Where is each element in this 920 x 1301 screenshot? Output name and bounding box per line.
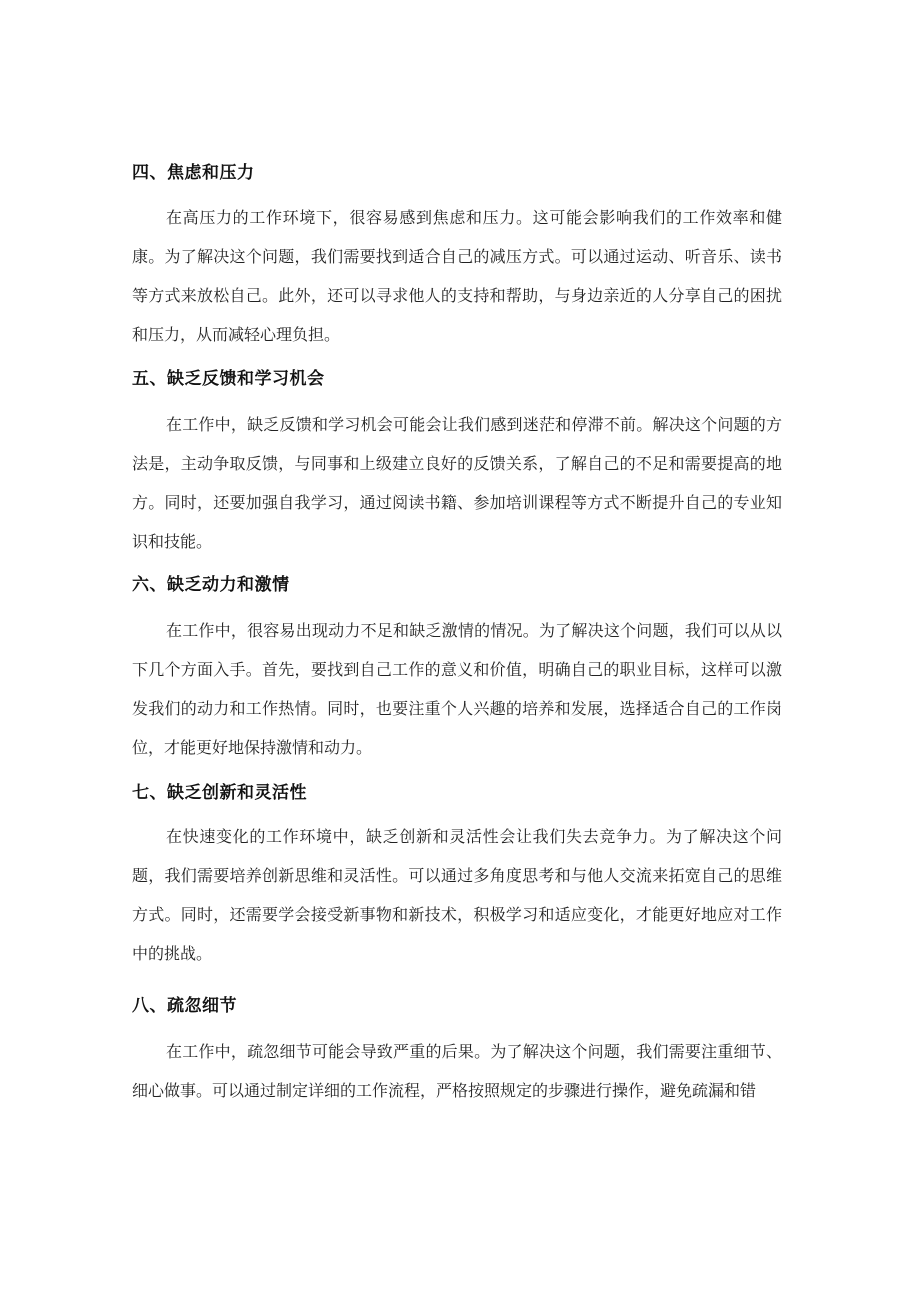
section-heading: 七、缺乏创新和灵活性 (132, 783, 307, 803)
section-paragraph: 在工作中，疏忽细节可能会导致严重的后果。为了解决这个问题，我们需要注重细节、细心做事。可以通过制定详细的工作流程，严格按照规定的步骤进行操作，避免疏漏和错 (132, 1042, 782, 1100)
section-paragraph: 在工作中，很容易出现动力不足和缺乏激情的情况。为了解决这个问题，我们可以从以下几个方面入手。首先，要找到自己工作的意义和价值，明确自己的职业目标，这样可以激发我们的动力和工作热情。同时，也要注重个人兴趣的培养和发展，选择适合自己的工作岗位，才能更好地保持激情和动力。 (132, 621, 782, 757)
section-paragraph: 在快速变化的工作环境中，缺乏创新和灵活性会让我们失去竞争力。为了解决这个问题，我们需要培养创新思维和灵活性。可以通过多角度思考和与他人交流来拓宽自己的思维方式。同时，还需要学会接受新事物和新技术，积极学习和适应变化，才能更好地应对工作中的挑战。 (132, 827, 782, 963)
section-heading: 四、焦虑和压力 (132, 163, 255, 183)
section-heading: 五、缺乏反馈和学习机会 (132, 369, 325, 389)
section-paragraph: 在工作中，缺乏反馈和学习机会可能会让我们感到迷茫和停滞不前。解决这个问题的方法是，主动争取反馈，与同事和上级建立良好的反馈关系，了解自己的不足和需要提高的地方。同时，还要加强自我学习，通过阅读书籍、参加培训课程等方式不断提升自己的专业知识和技能。 (132, 415, 782, 551)
section-heading: 六、缺乏动力和激情 (132, 575, 290, 595)
section-paragraph: 在高压力的工作环境下，很容易感到焦虑和压力。这可能会影响我们的工作效率和健康。为了解决这个问题，我们需要找到适合自己的减压方式。可以通过运动、听音乐、读书等方式来放松自己。此外，还可以寻求他人的支持和帮助，与身边亲近的人分享自己的困扰和压力，从而减轻心理负担。 (132, 208, 782, 344)
section-heading: 八、疏忽细节 (132, 996, 237, 1016)
